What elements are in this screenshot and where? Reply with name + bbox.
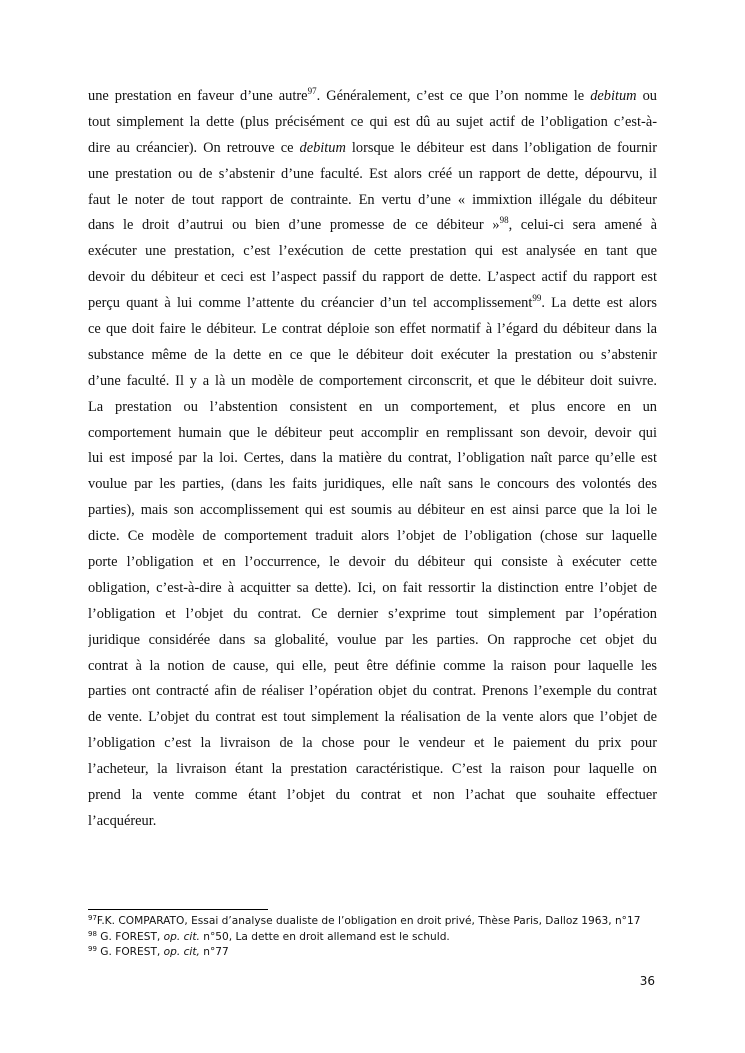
- text-run: l’obligation et l’objet du contrat. Ce dernier s’exprime tout simplement par l’opération: [88, 605, 657, 622]
- text-line: [88, 239, 657, 265]
- body-paragraph: [88, 84, 657, 835]
- text-run: porte l’obligation et en l’occurrence, le devoir du débiteur qui consiste à exécuter cette: [88, 554, 657, 571]
- italic-text: debitum: [590, 88, 637, 104]
- footnote: [88, 945, 668, 961]
- text-run: . Généralement, c’est ce que l’on nomme le: [316, 88, 591, 104]
- text-run: parties ont contracté afin de réaliser l’opération objet du contrat. Prenons l’exemple du contrat: [88, 683, 657, 700]
- text-run: l’obligation c’est la livraison de la chose pour le vendeur et le paiement du prix pour: [88, 735, 657, 752]
- text-run: ce que doit faire le débiteur. Le contrat déploie son effet normatif à l’égard du débiteur dans la: [88, 321, 657, 338]
- text-run: voulue par les parties, (dans les faits juridiques, elle naît sans le concours des volontés des: [88, 476, 657, 493]
- text-line: [88, 679, 657, 705]
- text-run: parties), mais son accomplissement qui est soumis au débiteur en est ainsi parce que la loi le: [88, 502, 657, 519]
- text-run: La prestation ou l’abstention consistent en un comportement, et plus encore en un: [88, 398, 657, 415]
- footnote: [88, 914, 668, 930]
- footnote-reference: 97: [88, 914, 97, 922]
- text-line: [88, 602, 657, 628]
- footnote-reference: 97: [307, 86, 317, 96]
- footnote-reference: 99: [88, 945, 97, 954]
- italic-text: debitum: [299, 139, 346, 156]
- text-run: l’acquéreur.: [88, 812, 157, 829]
- text-line: [88, 369, 657, 395]
- text-line: [88, 265, 657, 291]
- text-run: obligation, c’est-à-dire à acquitter sa dette). Ici, on fait ressortir la distinction entre l’objet de: [88, 579, 657, 596]
- text-run: tout simplement la dette (plus précisément ce qui est dû au sujet actif de l’obligation c’est-à-: [88, 113, 657, 130]
- text-run: dicte. Ce modèle de comportement traduit alors l’objet de l’obligation (chose sur laquelle: [88, 528, 657, 545]
- text-line: [88, 498, 657, 524]
- text-line: [88, 524, 657, 550]
- text-run: d’une faculté. Il y a là un modèle de comportement circonscrit, et que le débiteur doit suivre.: [88, 372, 657, 389]
- text-run: devoir du débiteur et ceci est l’aspect passif du rapport de dette. L’aspect actif du rapport est: [88, 269, 657, 286]
- text-run: l’acheteur, la livraison étant la prestation caractéristique. C’est la raison pour laquelle on: [88, 761, 657, 778]
- text-line: [88, 628, 657, 654]
- text-run: F.K. COMPARATO, Essai d’analyse dualiste de l’obligation en droit privé, Thèse Paris, Dalloz 1963, n°17: [96, 915, 641, 927]
- text-run: une prestation ou de s’abstenir d’une faculté. Est alors créé un rapport de dette, dépourvu, il: [88, 165, 657, 182]
- text-line: [88, 317, 657, 343]
- footnote-reference: 99: [532, 293, 542, 304]
- text-line: [88, 757, 657, 783]
- text-run: dans le droit d’autrui ou bien d’une promesse de ce débiteur »: [88, 217, 500, 234]
- text-run: G. FOREST,: [96, 946, 164, 959]
- footnote-reference: 98: [88, 929, 97, 938]
- text-run: dire au créancier). On retrouve ce: [88, 139, 300, 156]
- text-line: [88, 731, 657, 757]
- text-line: [88, 136, 657, 162]
- text-run: n°50, La dette en droit allemand est le schuld.: [199, 930, 450, 943]
- text-run: , celui-ci sera amené à: [508, 217, 657, 234]
- text-line: [88, 343, 657, 369]
- text-run: prend la vente comme étant l’objet du contrat et non l’achat que souhaite effectuer: [88, 787, 657, 804]
- text-line: [88, 84, 657, 110]
- text-run: ou: [636, 88, 657, 104]
- italic-text: op. cit.: [163, 930, 200, 943]
- text-line: [88, 421, 657, 447]
- text-run: de vente. L’objet du contrat est tout simplement la réalisation de la vente alors que l’objet de: [88, 709, 657, 726]
- italic-text: op. cit,: [163, 946, 200, 959]
- text-run: lui est imposé par la loi. Certes, dans la matière du contrat, l’obligation naît parce qu’elle est: [88, 450, 657, 467]
- text-run: perçu quant à lui comme l’attente du créancier d’un tel accomplissement: [88, 295, 533, 312]
- text-line: [88, 654, 657, 680]
- text-line: [88, 291, 657, 317]
- page-number: 36: [639, 974, 655, 988]
- text-run: n°77: [199, 946, 229, 959]
- footnotes: [88, 914, 668, 961]
- footnote: [88, 930, 668, 946]
- text-run: . La dette est alors: [541, 295, 657, 312]
- text-run: faut le noter de tout rapport de contrainte. En vertu d’une « immixtion illégale du débiteur: [88, 191, 657, 208]
- footnote-reference: 98: [499, 215, 509, 226]
- text-line: [88, 213, 657, 239]
- text-line: [88, 809, 657, 835]
- text-line: [88, 110, 657, 136]
- text-line: [88, 705, 657, 731]
- text-line: [88, 188, 657, 214]
- text-line: [88, 472, 657, 498]
- text-line: [88, 162, 657, 188]
- text-run: une prestation en faveur d’une autre: [88, 88, 308, 104]
- text-run: juridique considérée dans sa globalité, voulue par les parties. On rapproche cet objet du: [88, 631, 657, 648]
- text-run: lorsque le débiteur est dans l’obligation de fournir: [345, 139, 657, 156]
- text-line: [88, 576, 657, 602]
- text-line: [88, 783, 657, 809]
- text-run: exécuter une prestation, c’est l’exécution de cette prestation qui est analysée en tant que: [88, 243, 657, 260]
- text-run: contrat à la notion de cause, qui elle, peut être définie comme la raison pour laquelle les: [88, 657, 657, 674]
- text-run: comportement humain que le débiteur peut accomplir en remplissant son devoir, devoir qui: [88, 424, 657, 441]
- text-line: [88, 550, 657, 576]
- text-run: substance même de la dette en ce que le débiteur doit exécuter la prestation ou s’abstenir: [88, 346, 657, 363]
- text-line: [88, 395, 657, 421]
- text-line: [88, 446, 657, 472]
- text-run: G. FOREST,: [96, 930, 164, 943]
- footnote-separator: [88, 909, 268, 910]
